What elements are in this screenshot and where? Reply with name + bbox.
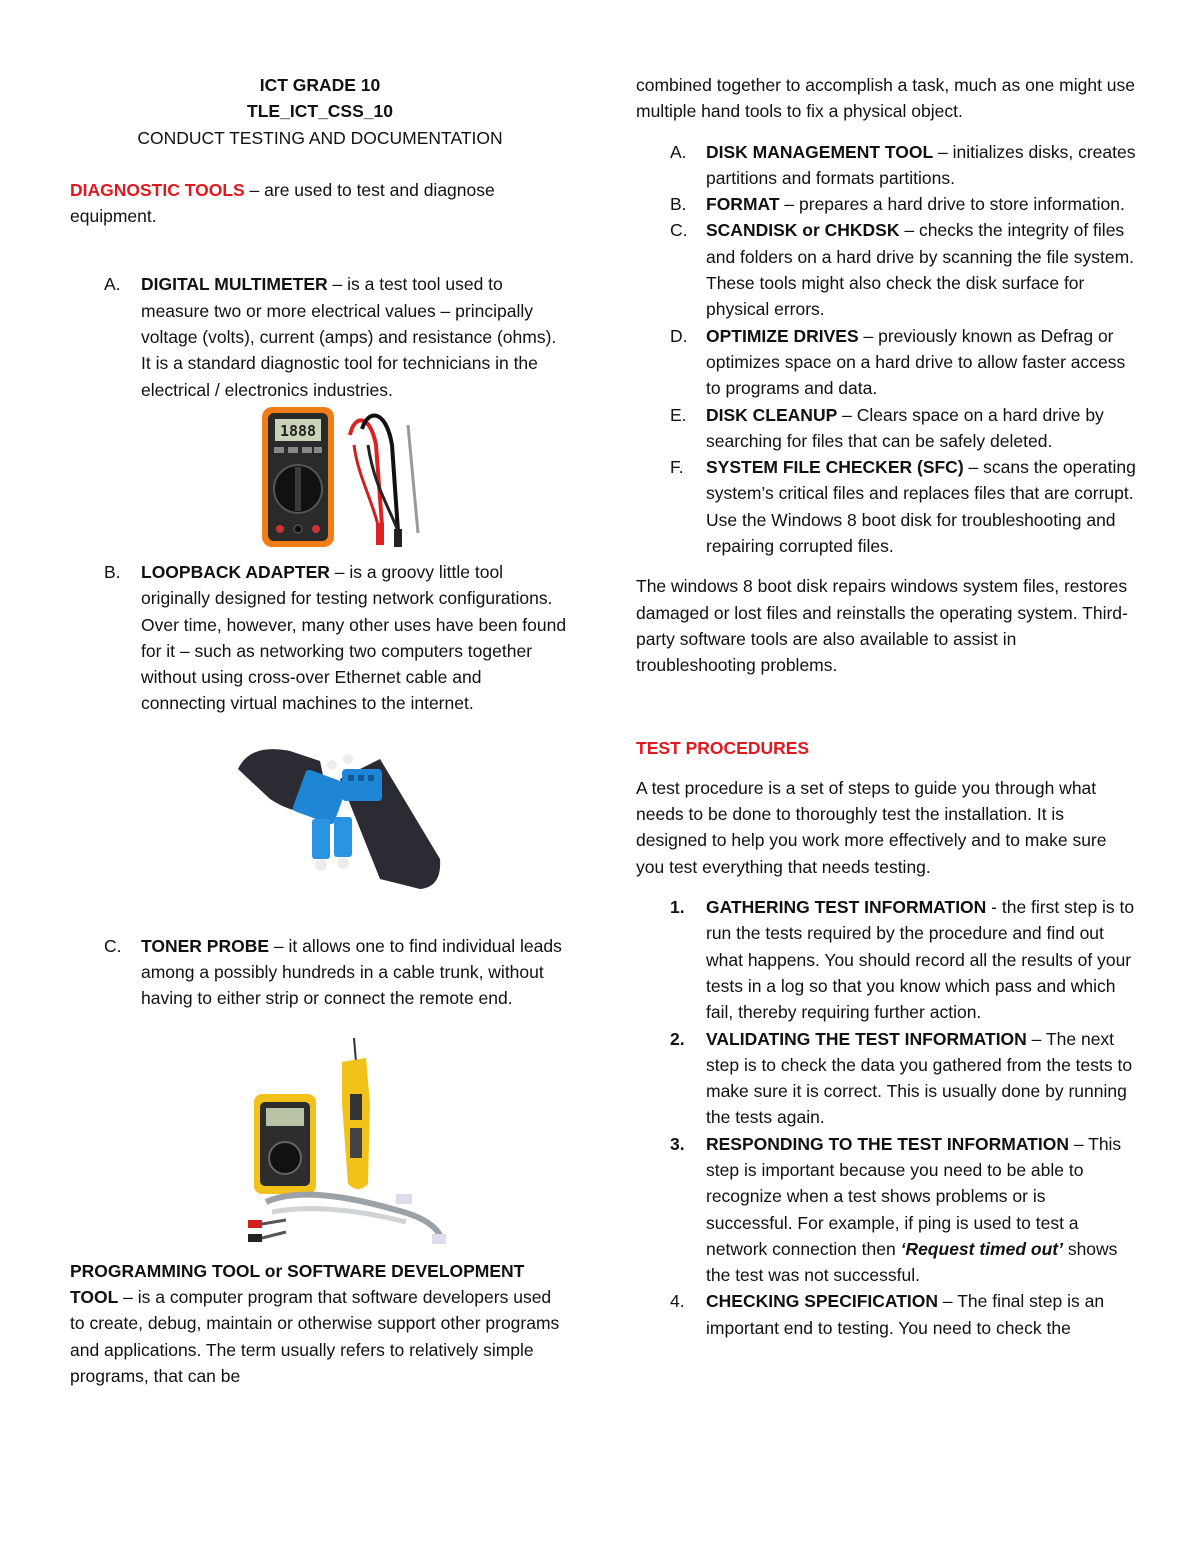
step-number: 4. (670, 1291, 685, 1312)
step-number: 1. (670, 897, 685, 918)
description: – is a test tool used to measure two or more electrical values – principally voltage (volts), current (amps) and resistance (ohms). It is a standard diagnostic tool for technicians in the electrical / electronics industries. (141, 274, 557, 400)
description: – scans the operating system’s critical files and replaces files that are corrupt. Use the Windows 8 boot disk for troubleshooting and repairing corrupted files. (706, 457, 1136, 557)
test-step (636, 1131, 1136, 1289)
programming-tool-term: PROGRAMMING TOOL or SOFTWARE DEVELOPMENT TOOL (70, 1260, 525, 1307)
lesson-title: CONDUCT TESTING AND DOCUMENTATION (137, 127, 503, 148)
multimeter-image (258, 405, 570, 553)
term: DIGITAL MULTIMETER (141, 274, 328, 295)
description: – previously known as Defrag or optimizes space on a hard drive to allow faster access to programs and data. (706, 325, 1126, 399)
software-tool-item (636, 217, 1136, 322)
grade-title: ICT GRADE 10 (259, 75, 381, 95)
software-tool-item (636, 402, 1136, 455)
description: – is a groovy little tool originally designed for testing network configurations. Over time, however, many other uses have been found for it – such as networking two computers together without using cross-over Ethernet cable and connecting virtual machines to the internet. (141, 561, 567, 714)
description: – prepares a hard drive to store information. (779, 194, 1125, 215)
description: – The next step is to check the data you gathered from the tests to make sure it is correct. This is usually done by running the tests again. (706, 1028, 1133, 1128)
description: – it allows one to find individual leads among a possibly hundreds in a cable trunk, without having to either strip or connect the remote end. (141, 935, 562, 1009)
term: SYSTEM FILE CHECKER (SFC) (706, 457, 964, 478)
diagnostic-item-multimeter (70, 271, 570, 402)
list-marker: F. (670, 457, 684, 478)
diagnostic-item-toner-probe (70, 933, 570, 1012)
term: OPTIMIZE DRIVES (706, 325, 859, 346)
software-tool-item (636, 454, 1136, 559)
list-marker: B. (670, 194, 687, 215)
term: GATHERING TEST INFORMATION (706, 897, 987, 918)
term: CHECKING SPECIFICATION (706, 1291, 939, 1312)
diagnostic-tools-definition (70, 177, 570, 230)
programming-tool-paragraph (70, 1258, 570, 1389)
diagnostic-item-loopback (70, 559, 570, 717)
doc-header (70, 72, 570, 151)
software-tool-item (636, 139, 1136, 192)
description: – Clears space on a hard drive by searching for files that can be safely deleted. (706, 404, 1104, 451)
left-column (70, 72, 570, 1389)
list-marker: D. (670, 325, 688, 346)
course-code: TLE_ICT_CSS_10 (247, 101, 393, 122)
list-marker: B. (104, 561, 121, 582)
test-procedures-intro: A test procedure is a set of steps to guide you through what needs to be done to thoroughly test the installation. It is designed to help you work more effectively and to make sure you test everything that needs testing. (636, 777, 1107, 877)
programming-tool-text: – is a computer program that software developers used to create, debug, maintain or otherwise support other programs and applications. The term usually refers to relatively simple programs, that can be (70, 1286, 560, 1386)
description: - the first step is to run the tests required by the procedure and find out what happens. You should record all the results of your tests in a log so that you know which pass and which fail, thereby requiring further action. (706, 897, 1135, 1023)
right-column (636, 72, 1136, 1341)
test-step (636, 894, 1136, 1025)
list-marker: C. (104, 935, 122, 956)
description-end: shows the test was not successful. (706, 1238, 1118, 1286)
test-procedures-heading: TEST PROCEDURES (636, 737, 810, 758)
loopback-adapter-image (230, 739, 570, 899)
test-step (636, 1288, 1136, 1341)
term: TONER PROBE (141, 935, 270, 956)
quoted-result: ‘Request timed out’ (900, 1238, 1063, 1259)
term: DISK CLEANUP (706, 404, 838, 425)
programming-tool-continued: combined together to accomplish a task, much as one might use multiple hand tools to fix a physical object. (636, 75, 1136, 122)
step-number: 3. (670, 1133, 685, 1154)
term: SCANDISK or CHKDSK (706, 220, 900, 241)
meter-display-digits: 1888 (279, 421, 317, 440)
toner-probe-image (246, 1034, 570, 1252)
list-marker: A. (670, 141, 687, 162)
term: RESPONDING TO THE TEST INFORMATION (706, 1133, 1069, 1154)
term: FORMAT (706, 194, 780, 215)
term: DISK MANAGEMENT TOOL (706, 141, 934, 162)
step-number: 2. (670, 1028, 685, 1049)
list-marker: A. (104, 274, 121, 295)
term: LOOPBACK ADAPTER (141, 561, 330, 582)
description: – initializes disks, creates partitions and formats partitions. (706, 141, 1136, 188)
term: VALIDATING THE TEST INFORMATION (706, 1028, 1027, 1049)
list-marker: C. (670, 220, 688, 241)
description: – checks the integrity of files and folders on a hard drive by scanning the file system. These tools might also check the disk surface for physical errors. (706, 220, 1135, 320)
description: – This step is important because you need to be able to recognize when a test shows problems or is successful. For example, if ping is used to test a network connection then (706, 1133, 1122, 1259)
list-marker: E. (670, 404, 687, 425)
diagnostic-tools-intro: – are used to test and diagnose equipment. (70, 179, 495, 227)
software-tool-item (636, 323, 1136, 402)
software-tool-item (636, 191, 1136, 217)
test-step (636, 1026, 1136, 1131)
boot-disk-paragraph: The windows 8 boot disk repairs windows system files, restores damaged or lost files and reinstalls the operating system. Third-party software tools are also available to assist in troubleshooting problems. (636, 576, 1128, 676)
diagnostic-tools-heading: DIAGNOSTIC TOOLS (70, 179, 245, 200)
description: – The final step is an important end to testing. You need to check the (706, 1291, 1105, 1338)
